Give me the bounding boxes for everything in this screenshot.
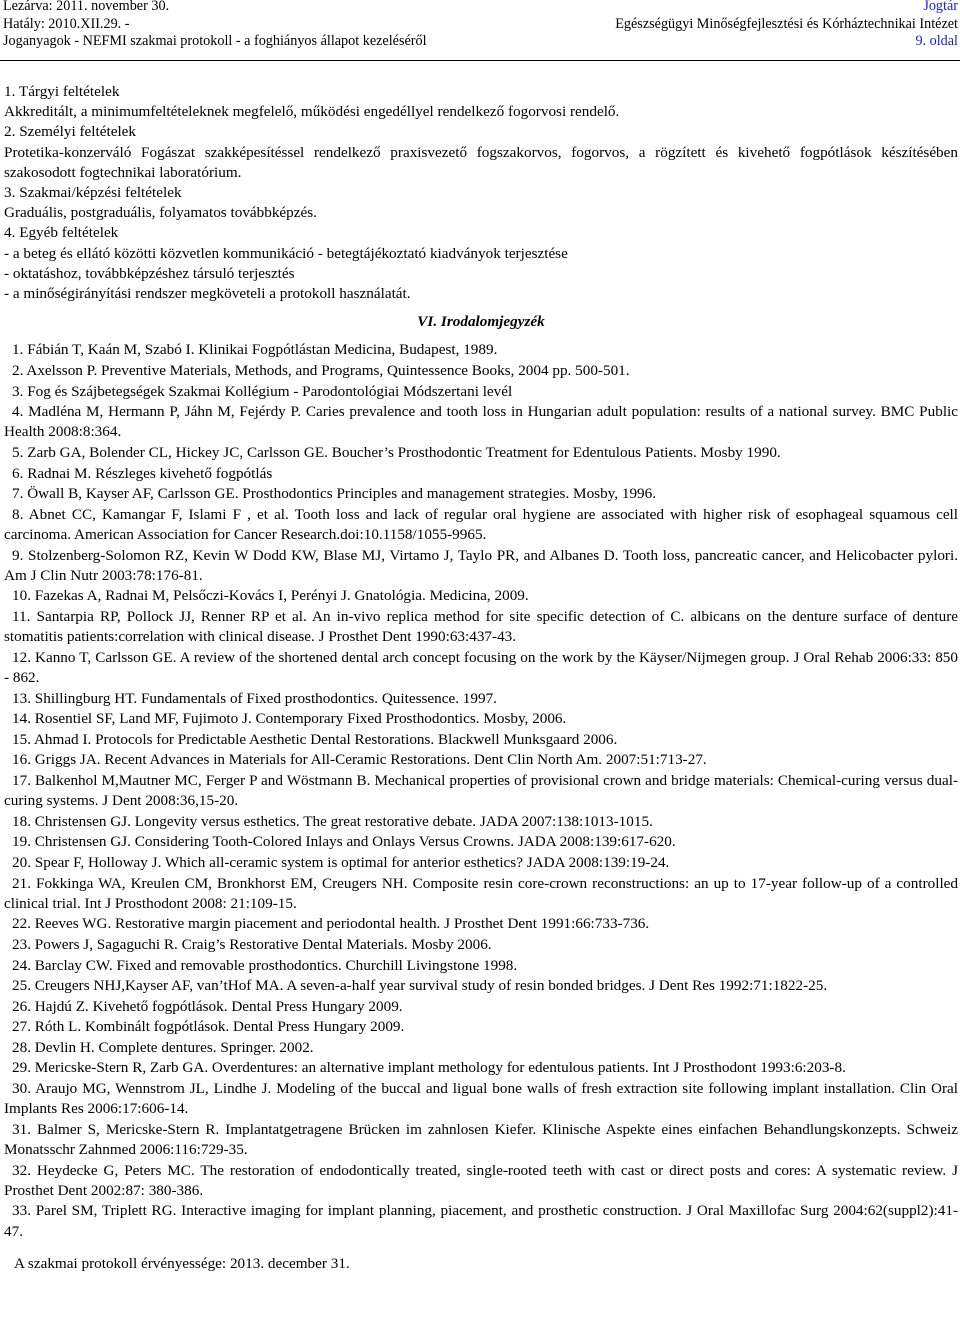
other-condition-item: - a beteg és ellátó közötti közvetlen kommunikáció - betegtájékoztató kiadványok terjesztése: [4, 244, 568, 262]
heading-material-conditions: 1. Tárgyi feltételek: [4, 83, 120, 100]
reference-item: 3. Fog és Szájbetegségek Szakmai Kollégium - Parodontológiai Módszertani levél: [12, 382, 513, 400]
text-material-conditions: Akkreditált, a minimumfeltételeknek megfelelő, működési engedéllyel rendelkező fogorvosi rendelő.: [4, 103, 620, 121]
other-condition-item: - oktatáshoz, továbbképzéshez társuló terjesztés: [4, 264, 295, 282]
reference-item: 18. Christensen GJ. Longevity versus esthetics. The great restorative debate. JADA 2007:138:1013-1015.: [12, 812, 653, 830]
publisher-name: Egészségügyi Minőségfejlesztési és Kórháztechnikai Intézet: [615, 15, 958, 32]
reference-item: 23. Powers J, Sagaguchi R. Craig’s Restorative Dental Materials. Mosby 2006.: [12, 935, 492, 953]
reference-item: 17. Balkenhol M,Mautner MC, Ferger P and Wöstmann B. Mechanical properties of provisional crown and bridge materials: Chemical-curing versus dual-curing systems. J Dent 2008:36,15-20.: [4, 771, 958, 810]
reference-item: 15. Ahmad I. Protocols for Predictable Aesthetic Dental Restorations. Blackwell Munksgaard 2006.: [12, 730, 618, 748]
header-right: [615, 0, 958, 51]
reference-item: 21. Fokkinga WA, Kreulen CM, Bronkhorst EM, Creugers NH. Composite resin core-crown reconstructions: an up to 17-year follow-up of a controlled clinical trial. Int J Prosthodont 2008: 21:109-15.: [4, 874, 958, 912]
reference-item: 10. Fazekas A, Radnai M, Pelsőczi-Kovács I, Perényi J. Gnatológia. Medicina, 2009.: [12, 587, 529, 605]
other-condition-item: - a minőségirányítási rendszer megköveteli a protokoll használatát.: [4, 285, 411, 303]
reference-item: 4. Madléna M, Hermann P, Jáhn M, Fejérdy P. Caries prevalence and tooth loss in Hungarian adult population: results of a national survey. BMC Public Health 2008:8:364.: [4, 403, 958, 441]
document-title: Joganyagok - NEFMI szakmai protokoll - a foghiányos állapot kezeléséről: [3, 33, 427, 49]
jogtar-link[interactable]: Jogtár: [923, 0, 958, 14]
reference-item: 31. Balmer S, Mericske-Stern R. Implantatgetragene Brücken im zahnlosen Kiefer. Klinische Aspekte eines einfachen Behandlungskonzepts. Schweiz Monatsschr Zahnmed 2006:116:729-35.: [4, 1120, 958, 1159]
reference-item: 22. Reeves WG. Restorative margin piacement and periodontal health. J Prosthet Dent 1991:66:733-736.: [12, 915, 650, 933]
heading-other-conditions: 4. Egyéb feltételek: [4, 224, 119, 242]
reference-item: 29. Mericske-Stern R, Zarb GA. Overdentures: an alternative implant methology for edentulous patients. Int J Prosthodont 1993:6:203-8.: [12, 1059, 846, 1077]
reference-list: [4, 340, 958, 1241]
reference-item: 33. Parel SM, Triplett RG. Interactive imaging for implant planning, piacement, and prosthetic construction. J Oral Maxillofac Surg 2004:62(suppl2):41-47.: [4, 1202, 958, 1240]
reference-item: 30. Araujo MG, Wennstrom JL, Lindhe J. Modeling of the buccal and ligual bone walls of fresh extraction site following implant installation. Clin Oral Implants Res 2006:17:606-14.: [4, 1080, 958, 1118]
reference-item: 13. Shillingburg HT. Fundamentals of Fixed prosthodontics. Quitessence. 1997.: [12, 689, 497, 707]
reference-item: 26. Hajdú Z. Kivehető fogpótlások. Dental Press Hungary 2009.: [12, 997, 403, 1015]
reference-item: 5. Zarb GA, Bolender CL, Hickey JC, Carlsson GE. Boucher’s Prosthodontic Treatment for Edentulous Patients. Mosby 1990.: [12, 444, 781, 462]
page-header: [0, 0, 960, 61]
reference-item: 27. Róth L. Kombinált fogpótlások. Dental Press Hungary 2009.: [12, 1018, 405, 1036]
reference-item: 9. Stolzenberg-Solomon RZ, Kevin W Dodd KW, Blase MJ, Virtamo J, Taylo PR, and Albanes D. Tooth loss, pancreatic cancer, and Helicobacter pylori. Am J Clin Nutr 2003:78:176-81.: [4, 546, 958, 584]
reference-item: 28. Devlin H. Complete dentures. Springer. 2002.: [12, 1038, 314, 1056]
reference-item: 25. Creugers NHJ,Kayser AF, van’tHof MA. A seven-a-half year survival study of resin bonded bridges. J Dent Res 1992:71:1822-25.: [12, 977, 828, 995]
text-training-conditions: Graduális, postgraduális, folyamatos továbbképzés.: [4, 204, 317, 222]
reference-item: 2. Axelsson P. Preventive Materials, Methods, and Programs, Quintessence Books, 2004 pp. 500-501.: [12, 362, 630, 380]
reference-item: 20. Spear F, Holloway J. Which all-ceramic system is optimal for anterior esthetics? JADA 2008:139:19-24.: [12, 853, 670, 871]
closed-date: Lezárva: 2011. november 30.: [3, 0, 170, 14]
text-personal-conditions: Protetika-konzerváló Fogászat szakképesítéssel rendelkező praxisvezető fogszakorvos, fogorvos, a rögzített és kivehető fogpótlások készítésében szakosodott fogtechnikai laboratórium.: [4, 143, 958, 181]
header-left: [3, 0, 427, 51]
reference-item: 11. Santarpia RP, Pollock JJ, Renner RP et al. An in-vivo replica method for site specific detection of C. albicans on the denture surface of denture stomatitis patients:correlation with clinical disease. J Prosthet Dent 1990:63:437-43.: [4, 607, 958, 646]
reference-item: 12. Kanno T, Carlsson GE. A review of the shortened dental arch concept focusing on the work by the Käyser/Nijmegen group. J Oral Rehab 2006:33: 850 - 862.: [4, 648, 958, 686]
reference-item: 1. Fábián T, Kaán M, Szabó I. Klinikai Fogpótlástan Medicina, Budapest, 1989.: [12, 341, 498, 359]
heading-training-conditions: 3. Szakmai/képzési feltételek: [4, 184, 182, 202]
section-title-bibliography: VI. Irodalomjegyzék: [417, 313, 545, 331]
validity-date: Hatály: 2010.XII.29. -: [3, 15, 130, 32]
reference-item: 19. Christensen GJ. Considering Tooth-Colored Inlays and Onlays Versus Crowns. JADA 2008:139:617-620.: [12, 833, 676, 851]
reference-item: 24. Barclay CW. Fixed and removable prosthodontics. Churchill Livingstone 1998.: [12, 956, 518, 974]
reference-item: 14. Rosentiel SF, Land MF, Fujimoto J. Contemporary Fixed Prosthodontics. Mosby, 2006.: [12, 710, 567, 728]
reference-item: 32. Heydecke G, Peters MC. The restoration of endodontically treated, single-rooted teeth with cast or direct posts and cores: A systematic review. J Prosthet Dent 2002:87: 380-386.: [4, 1161, 958, 1199]
reference-item: 6. Radnai M. Részleges kivehető fogpótlás: [12, 464, 273, 482]
heading-personal-conditions: 2. Személyi feltételek: [4, 123, 136, 141]
reference-item: 16. Griggs JA. Recent Advances in Materials for All-Ceramic Restorations. Dent Clin North Am. 2007:51:713-27.: [12, 751, 707, 769]
reference-item: 8. Abnet CC, Kamangar F, Islami F , et al. Tooth loss and lack of regular oral hygiene are associated with higher risk of esophageal squamous cell carcinoma. American Association for Cancer Research.doi:10.1158/1055-9965.: [4, 505, 958, 543]
reference-item: 7. Öwall B, Kayser AF, Carlsson GE. Prosthodontics Principles and management strategies. Mosby, 1996.: [12, 485, 657, 503]
protocol-validity: A szakmai protokoll érvényessége: 2013. december 31.: [14, 1254, 350, 1272]
page-number: 9. oldal: [915, 33, 958, 49]
document-body: [4, 82, 958, 1274]
